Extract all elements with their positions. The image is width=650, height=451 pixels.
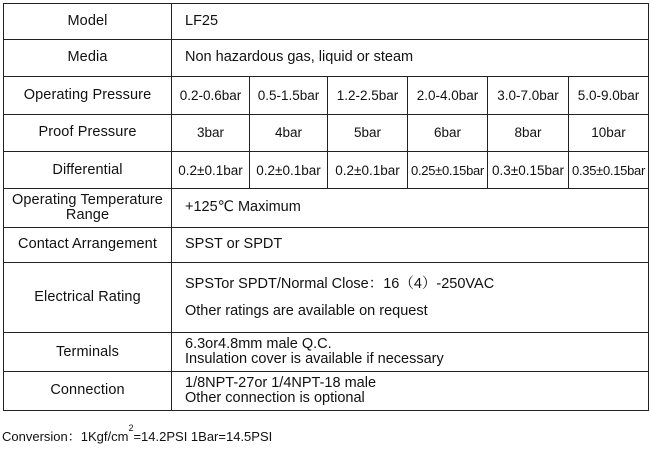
spec-value-line: 6.3or4.8mm male Q.C.	[185, 336, 332, 353]
spec-cell: 3.0-7.0bar	[488, 76, 569, 114]
spec-label: Proof Pressure	[4, 114, 172, 151]
spec-cell: 5.0-9.0bar	[569, 76, 649, 114]
spec-value-line: Other connection is optional	[185, 389, 365, 406]
spec-label: Contact Arrangement	[4, 227, 172, 262]
spec-cell: 0.3±0.15bar	[488, 152, 569, 189]
spec-value: +125℃ Maximum	[172, 189, 649, 227]
spec-table-body	[4, 4, 649, 411]
spec-label: Electrical Rating	[4, 262, 172, 333]
spec-cell: 10bar	[569, 114, 649, 151]
spec-cell: 0.2±0.1bar	[328, 152, 408, 189]
spec-cell: 4bar	[250, 114, 328, 151]
spec-value: SPST or SPDT	[172, 227, 649, 262]
spec-cell: 3bar	[172, 114, 250, 151]
spec-cell: 5bar	[328, 114, 408, 151]
conversion-superscript: 2	[128, 423, 134, 433]
spec-row-model	[4, 4, 649, 40]
spec-value	[172, 262, 649, 333]
spec-row-connection	[4, 371, 649, 410]
spec-row-contact-arrangement	[4, 227, 649, 262]
spec-row-terminals	[4, 333, 649, 371]
spec-value: Non hazardous gas, liquid or steam	[172, 40, 649, 76]
spec-cell: 6bar	[408, 114, 488, 151]
spec-row-proof-pressure	[4, 114, 649, 151]
spec-cell: 0.2±0.1bar	[250, 152, 328, 189]
spec-row-media	[4, 40, 649, 76]
conversion-note	[2, 423, 273, 445]
spec-cell: 0.35±0.15bar	[569, 152, 649, 189]
spec-label: Differential	[4, 152, 172, 189]
spec-value-line: SPSTor SPDT/Normal Close：16（4）-250VAC	[185, 275, 495, 292]
spec-cell: 0.2±0.1bar	[172, 152, 250, 189]
conversion-prefix: Conversion：1Kgf/cm	[2, 429, 129, 444]
spec-table	[3, 3, 649, 411]
spec-value	[172, 333, 649, 371]
spec-cell: 2.0-4.0bar	[408, 76, 488, 114]
spec-cell: 0.5-1.5bar	[250, 76, 328, 114]
spec-label: Operating Temperature Range	[4, 189, 172, 227]
spec-row-differential	[4, 152, 649, 189]
spec-value	[172, 371, 649, 410]
spec-label: Media	[4, 40, 172, 76]
spec-value: LF25	[172, 4, 649, 40]
spec-value-line: Other ratings are available on request	[185, 302, 428, 319]
spec-cell: 0.2-0.6bar	[172, 76, 250, 114]
spec-row-operating-temperature-range	[4, 189, 649, 227]
spec-cell: 1.2-2.5bar	[328, 76, 408, 114]
spec-cell: 0.25±0.15bar	[408, 152, 488, 189]
spec-label: Connection	[4, 371, 172, 410]
spec-label: Terminals	[4, 333, 172, 371]
spec-cell: 8bar	[488, 114, 569, 151]
spec-value-line: 1/8NPT-27or 1/4NPT-18 male	[185, 374, 377, 391]
spec-label: Operating Pressure	[4, 76, 172, 114]
spec-row-operating-pressure	[4, 76, 649, 114]
spec-label: Model	[4, 4, 172, 40]
conversion-suffix: =14.2PSI 1Bar=14.5PSI	[133, 429, 273, 444]
spec-value-line: Insulation cover is available if necessary	[185, 351, 444, 368]
spec-row-electrical-rating	[4, 262, 649, 333]
